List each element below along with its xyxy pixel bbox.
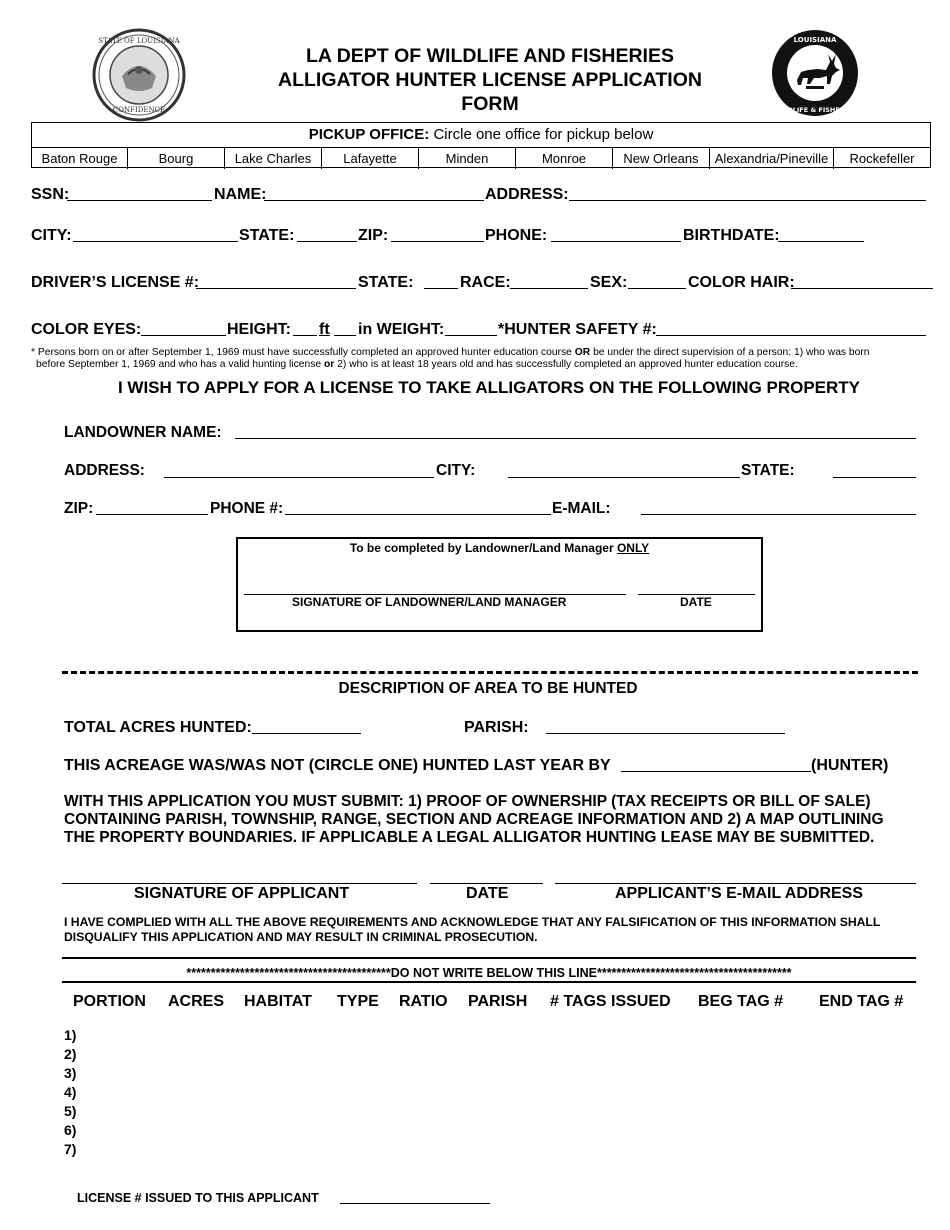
column-end-tag: END TAG #: [819, 993, 904, 1010]
office-use-bottom-rule: [62, 981, 916, 983]
office-use-top-rule: [62, 957, 916, 959]
birthdate-label: BIRTHDATE:: [683, 227, 780, 244]
zip-field[interactable]: [391, 241, 484, 242]
pickup-office-header: [32, 123, 930, 148]
landowner-box-heading: To be completed by Landowner/Land Manager ONLY: [349, 541, 650, 555]
louisiana-state-seal: [92, 28, 186, 122]
cut-line-divider: [62, 671, 918, 674]
area-heading: DESCRIPTION OF AREA TO BE HUNTED: [338, 680, 638, 697]
height-label: HEIGHT:: [227, 321, 291, 338]
landowner-name-field[interactable]: [235, 438, 916, 439]
pickup-office-instruction: Circle one office for pickup below: [433, 126, 654, 143]
landowner-phone-label: PHONE #:: [210, 500, 284, 517]
parish-field[interactable]: [546, 733, 785, 734]
color-hair-field[interactable]: [791, 288, 933, 289]
svg-text:STATE OF LOUISIANA: STATE OF LOUISIANA: [98, 37, 180, 45]
hunter-safety-label: *HUNTER SAFETY #:: [498, 321, 657, 338]
portion-row-number: 3): [64, 1065, 77, 1081]
birthdate-field[interactable]: [778, 241, 864, 242]
applicant-email-field[interactable]: [555, 883, 916, 884]
office-option[interactable]: Bourg: [128, 148, 225, 169]
landowner-state-label: STATE:: [741, 462, 795, 479]
sex-label: SEX:: [590, 274, 628, 291]
phone-field[interactable]: [551, 241, 681, 242]
total-acres-field[interactable]: [252, 733, 361, 734]
height-inches-field[interactable]: [334, 335, 356, 336]
svg-text:WILDLIFE & FISHERIES: WILDLIFE & FISHERIES: [773, 106, 857, 114]
hunter-label: (HUNTER): [811, 757, 889, 774]
applicant-date-label: DATE: [466, 885, 509, 902]
portion-row-number: 5): [64, 1103, 77, 1119]
color-eyes-label: COLOR EYES:: [31, 321, 142, 338]
state-label: STATE:: [239, 227, 295, 244]
landowner-signature-box: [236, 537, 763, 632]
color-hair-label: COLOR HAIR:: [688, 274, 795, 291]
column-acres: ACRES: [168, 993, 225, 1010]
office-option[interactable]: Minden: [419, 148, 516, 169]
pickup-office-list: [32, 148, 930, 169]
certification-statement: I HAVE COMPLIED WITH ALL THE ABOVE REQUIREMENTS AND ACKNOWLEDGE THAT ANY FALSIFICATION OF THIS INFORMATION SHALL DISQUALIFY THIS APPLICATION AND MAY RESULT IN CRIMINAL PROSECUTION.: [64, 915, 881, 944]
office-option[interactable]: Rockefeller: [849, 151, 915, 166]
race-field[interactable]: [510, 288, 588, 289]
column-ratio: RATIO: [399, 993, 448, 1010]
portion-row-number: 4): [64, 1084, 77, 1100]
office-option[interactable]: Lake Charles: [225, 148, 322, 169]
applicant-signature-label: SIGNATURE OF APPLICANT: [134, 885, 350, 902]
drivers-license-label: DRIVER’S LICENSE #:: [31, 274, 200, 291]
property-heading: I WISH TO APPLY FOR A LICENSE TO TAKE ALLIGATORS ON THE FOLLOWING PROPERTY: [117, 378, 861, 397]
do-not-write-divider: ******************************************DO NOT WRITE BELOW THIS LINE****************************************: [186, 966, 792, 980]
svg-text:CONFIDENCE: CONFIDENCE: [112, 106, 166, 114]
drivers-license-field[interactable]: [196, 288, 356, 289]
landowner-date-label: DATE: [680, 595, 712, 609]
pickup-office-box: [31, 122, 931, 168]
office-option[interactable]: Baton Rouge: [32, 148, 128, 169]
landowner-phone-field[interactable]: [285, 514, 551, 515]
address-field[interactable]: [569, 200, 926, 201]
applicant-date-field[interactable]: [430, 883, 543, 884]
license-issued-label: LICENSE # ISSUED TO THIS APPLICANT: [77, 1191, 319, 1205]
name-field[interactable]: [264, 200, 484, 201]
weight-label: in WEIGHT:: [358, 321, 445, 338]
submission-requirements: WITH THIS APPLICATION YOU MUST SUBMIT: 1) PROOF OF OWNERSHIP (TAX RECEIPTS OR BILL OF SALE) CONTAINING PARISH, TOWNSHIP, RANGE, SECTION AND ACREAGE INFORMATION AND 2) A MAP OUTLINING THE PROPERTY BOUNDARIES. IF APPLICABLE A LEGAL ALLIGATOR HUNTING LEASE MAY BE SUBMITTED.: [64, 793, 884, 846]
phone-label: PHONE:: [485, 227, 548, 244]
previous-hunter-field[interactable]: [621, 771, 811, 772]
landowner-city-label: CITY:: [436, 462, 476, 479]
acreage-statement: THIS ACREAGE WAS/WAS NOT (CIRCLE ONE) HUNTED LAST YEAR BY: [64, 757, 611, 774]
applicant-email-label: APPLICANT’S E-MAIL ADDRESS: [615, 885, 864, 902]
zip-label: ZIP:: [358, 227, 389, 244]
portion-row-number: 6): [64, 1122, 77, 1138]
feet-label: ft: [319, 321, 330, 338]
column-portion: PORTION: [73, 993, 146, 1010]
height-feet-field[interactable]: [293, 335, 317, 336]
sex-field[interactable]: [628, 288, 686, 289]
portion-row-number: 1): [64, 1027, 77, 1043]
office-option[interactable]: New Orleans: [613, 148, 710, 169]
dl-state-label: STATE:: [358, 274, 414, 291]
svg-text:LOUISIANA: LOUISIANA: [793, 36, 837, 44]
address-label: ADDRESS:: [485, 186, 569, 203]
landowner-state-field[interactable]: [833, 477, 916, 478]
column-parish: PARISH: [468, 993, 528, 1010]
parish-label: PARISH:: [464, 719, 529, 736]
landowner-zip-label: ZIP:: [64, 500, 94, 517]
office-option[interactable]: Monroe: [516, 148, 613, 169]
landowner-email-field[interactable]: [641, 514, 916, 515]
race-label: RACE:: [460, 274, 511, 291]
landowner-signature-label: SIGNATURE OF LANDOWNER/LAND MANAGER: [292, 595, 567, 609]
weight-field[interactable]: [445, 335, 497, 336]
column-beg-tag: BEG TAG #: [698, 993, 784, 1010]
color-eyes-field[interactable]: [141, 335, 226, 336]
landowner-city-field[interactable]: [508, 477, 740, 478]
column-tags-issued: # TAGS ISSUED: [550, 993, 671, 1010]
dl-state-field[interactable]: [424, 288, 458, 289]
hunter-education-footnote: * Persons born on or after September 1, 1969 must have successfully completed an approved hunter education course OR be under the direct supervision of a person: 1) who was born before September 1, 1969 and who has a valid hunting license or 2) who is at least 18 years old and has successfully completed an approved hunter education course.: [31, 347, 870, 370]
landowner-name-label: LANDOWNER NAME:: [64, 424, 222, 441]
state-field[interactable]: [297, 241, 357, 242]
landowner-zip-field[interactable]: [96, 514, 208, 515]
city-label: CITY:: [31, 227, 72, 244]
form-title: LA DEPT OF WILDLIFE AND FISHERIES ALLIGATOR HUNTER LICENSE APPLICATION FORM: [278, 45, 702, 115]
license-issued-field[interactable]: [340, 1203, 490, 1204]
portion-row-number: 2): [64, 1046, 77, 1062]
column-type: TYPE: [337, 993, 379, 1010]
name-label: NAME:: [214, 186, 267, 203]
pickup-office-label: PICKUP OFFICE:: [308, 126, 430, 143]
portion-row-number: 7): [64, 1141, 77, 1157]
wildlife-fisheries-logo: [770, 28, 860, 118]
applicant-signature-field[interactable]: [62, 883, 417, 884]
landowner-email-label: E-MAIL:: [552, 500, 611, 517]
landowner-address-field[interactable]: [164, 477, 434, 478]
office-option[interactable]: Lafayette: [322, 148, 419, 169]
landowner-address-label: ADDRESS:: [64, 462, 145, 479]
total-acres-label: TOTAL ACRES HUNTED:: [64, 719, 252, 736]
hunter-safety-field[interactable]: [656, 335, 926, 336]
city-field[interactable]: [73, 241, 238, 242]
column-habitat: HABITAT: [244, 993, 312, 1010]
ssn-field[interactable]: [67, 200, 212, 201]
ssn-label: SSN:: [31, 186, 70, 203]
office-option[interactable]: Alexandria/Pineville: [710, 148, 834, 169]
